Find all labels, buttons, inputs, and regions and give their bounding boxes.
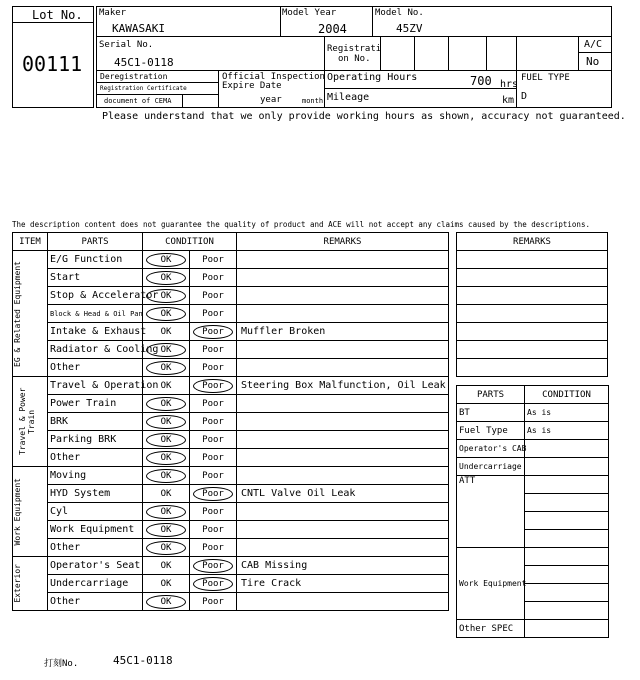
parts-table-part: Fuel Type: [457, 422, 525, 440]
poor-label: Poor: [202, 273, 224, 283]
item-group-cell: [13, 557, 48, 611]
part-name: Power Train: [48, 395, 143, 413]
poor-cell[interactable]: [190, 395, 237, 413]
ok-cell[interactable]: [143, 287, 190, 305]
ok-selected-mark: OK: [146, 271, 186, 285]
parts-table-condition-blank: [525, 566, 609, 584]
ok-selected-mark: OK: [146, 415, 186, 429]
condition-row: [13, 521, 449, 539]
cema-label: document of CEMA: [104, 97, 172, 105]
poor-selected-mark: Poor: [193, 325, 233, 339]
parts-table-condition: [525, 620, 609, 638]
part-name: Cyl: [48, 503, 143, 521]
ok-selected-mark: OK: [146, 433, 186, 447]
poor-cell[interactable]: [190, 287, 237, 305]
condition-row: [13, 395, 449, 413]
month-label: month: [302, 97, 324, 105]
ok-label: OK: [160, 489, 172, 499]
part-name: Operator's Seat: [48, 557, 143, 575]
parts-table-part: Work Equipment: [457, 548, 525, 620]
condition-row: [13, 269, 449, 287]
inspection-label-2: Expire Date: [222, 81, 282, 91]
poor-cell[interactable]: [190, 539, 237, 557]
poor-cell[interactable]: [190, 449, 237, 467]
poor-label: Poor: [202, 453, 224, 463]
remarks-header: REMARKS: [237, 233, 449, 251]
poor-label: Poor: [202, 345, 224, 355]
item-group-label: Exterior: [13, 564, 22, 603]
condition-row: [13, 341, 449, 359]
parts-table-condition-header: CONDITION: [525, 386, 609, 404]
parts-table-condition: As is: [525, 404, 609, 422]
fuel-type-label: FUEL TYPE: [521, 73, 570, 83]
ok-cell[interactable]: [143, 503, 190, 521]
ok-selected-mark: OK: [146, 505, 186, 519]
part-name: Intake & Exhaust: [48, 323, 143, 341]
condition-row: [13, 467, 449, 485]
right-remarks-row: [457, 323, 608, 341]
registration-certificate-label: Registration Certificate: [100, 85, 187, 92]
parts-table-part: Other SPEC: [457, 620, 525, 638]
poor-selected-mark: Poor: [193, 379, 233, 393]
remark-cell: [237, 593, 449, 611]
lot-no-label: Lot No.: [32, 8, 83, 22]
ok-label: OK: [160, 561, 172, 571]
part-name: Start: [48, 269, 143, 287]
condition-row: [13, 593, 449, 611]
remark-cell: [237, 305, 449, 323]
ok-cell[interactable]: [143, 323, 190, 341]
remark-cell: [237, 341, 449, 359]
poor-cell[interactable]: [190, 431, 237, 449]
remark-cell: [237, 269, 449, 287]
poor-cell[interactable]: [190, 503, 237, 521]
part-name: Work Equipment: [48, 521, 143, 539]
ok-cell[interactable]: [143, 575, 190, 593]
part-name: E/G Function: [48, 251, 143, 269]
parts-table-part: Operator's CAB: [457, 440, 525, 458]
ok-cell[interactable]: [143, 539, 190, 557]
ok-label: OK: [160, 327, 172, 337]
poor-label: Poor: [202, 309, 224, 319]
remark-cell: Steering Box Malfunction, Oil Leak: [237, 377, 449, 395]
remark-cell: CAB Missing: [237, 557, 449, 575]
condition-row: [13, 251, 449, 269]
km-unit: km: [502, 95, 515, 106]
right-remarks-table: [456, 232, 608, 377]
ok-selected-mark: OK: [146, 469, 186, 483]
model-year-label: Model Year: [282, 8, 337, 18]
ok-cell[interactable]: [143, 359, 190, 377]
poor-cell[interactable]: [190, 323, 237, 341]
condition-row: [13, 503, 449, 521]
remark-cell: [237, 503, 449, 521]
poor-cell[interactable]: [190, 521, 237, 539]
part-name: Stop & Accelerator: [48, 287, 143, 305]
serial-no-label: Serial No.: [99, 40, 154, 50]
poor-label: Poor: [202, 255, 224, 265]
part-name: Radiator & Cooling: [48, 341, 143, 359]
part-name: Other: [48, 539, 143, 557]
poor-cell[interactable]: [190, 269, 237, 287]
inspection-label-1: Official Inspection: [222, 72, 325, 82]
part-name: Parking BRK: [48, 431, 143, 449]
year-label: year: [260, 95, 282, 105]
maker-value: KAWASAKI: [112, 22, 165, 35]
poor-label: Poor: [202, 525, 224, 535]
right-remarks-row: [457, 269, 608, 287]
parts-table-condition: [525, 548, 609, 566]
parts-table: [456, 385, 609, 638]
part-name: Travel & Operation: [48, 377, 143, 395]
part-name: HYD System: [48, 485, 143, 503]
part-name: Other: [48, 593, 143, 611]
remark-cell: [237, 395, 449, 413]
remark-cell: [237, 431, 449, 449]
ok-selected-mark: OK: [146, 253, 186, 267]
poor-cell[interactable]: [190, 485, 237, 503]
registration-no-label-1: Registrati: [327, 44, 382, 54]
parts-table-part: BT: [457, 404, 525, 422]
parts-table-condition: [525, 440, 609, 458]
poor-cell[interactable]: [190, 377, 237, 395]
poor-label: Poor: [202, 507, 224, 517]
parts-table-condition-blank: [525, 494, 609, 512]
ok-cell[interactable]: [143, 251, 190, 269]
ok-cell[interactable]: [143, 521, 190, 539]
part-name: Undercarriage: [48, 575, 143, 593]
parts-header: PARTS: [48, 233, 143, 251]
footer-value: 45C1-0118: [113, 654, 173, 667]
model-year-value: 2004: [318, 22, 347, 36]
part-name: Moving: [48, 467, 143, 485]
condition-row: [13, 539, 449, 557]
remark-cell: CNTL Valve Oil Leak: [237, 485, 449, 503]
condition-header: CONDITION: [143, 233, 237, 251]
remark-cell: [237, 449, 449, 467]
condition-row: [13, 287, 449, 305]
condition-row: [13, 485, 449, 503]
footer-label: 打刻No.: [44, 659, 79, 669]
poor-cell[interactable]: [190, 305, 237, 323]
serial-no-value: 45C1-0118: [114, 56, 174, 69]
condition-row: [13, 575, 449, 593]
mileage-label: Mileage: [327, 92, 370, 103]
lot-divider: [12, 22, 94, 23]
ok-cell[interactable]: [143, 269, 190, 287]
parts-table-condition-blank: [525, 584, 609, 602]
remark-cell: [237, 359, 449, 377]
poor-label: Poor: [202, 543, 224, 553]
ac-label: A/C: [584, 39, 603, 50]
parts-table-condition-blank: [525, 512, 609, 530]
condition-row: [13, 323, 449, 341]
item-group-label: Travel & Power Train: [18, 387, 36, 456]
poor-label: Poor: [202, 471, 224, 481]
poor-cell[interactable]: [190, 593, 237, 611]
poor-cell[interactable]: [190, 575, 237, 593]
poor-selected-mark: Poor: [193, 487, 233, 501]
operating-hours-label: Operating Hours: [327, 72, 418, 83]
remark-cell: [237, 287, 449, 305]
item-group-cell: [13, 251, 48, 377]
parts-table-part: ATT: [457, 476, 525, 548]
ok-cell[interactable]: [143, 485, 190, 503]
poor-label: Poor: [202, 291, 224, 301]
remark-cell: [237, 539, 449, 557]
ok-selected-mark: OK: [146, 397, 186, 411]
poor-cell[interactable]: [190, 467, 237, 485]
ok-selected-mark: OK: [146, 541, 186, 555]
poor-selected-mark: Poor: [193, 559, 233, 573]
part-name: Other: [48, 449, 143, 467]
remark-cell: [237, 521, 449, 539]
parts-table-condition: [525, 476, 609, 494]
ok-selected-mark: OK: [146, 451, 186, 465]
notice-hours: Please understand that we only provide working hours as shown, accuracy not guaranteed.: [102, 111, 626, 122]
model-no-value: 45ZV: [396, 22, 423, 35]
condition-header-row: [13, 233, 449, 251]
maker-label: Maker: [99, 8, 127, 18]
right-remarks-header: REMARKS: [457, 233, 608, 251]
parts-table-parts-header: PARTS: [457, 386, 525, 404]
ok-cell[interactable]: [143, 305, 190, 323]
item-group-label: Work Equipment: [13, 477, 22, 546]
right-remarks-row: [457, 251, 608, 269]
right-remarks-row: [457, 341, 608, 359]
poor-cell[interactable]: [190, 557, 237, 575]
operating-hours-value: 700: [470, 74, 492, 88]
remark-cell: [237, 413, 449, 431]
parts-table-condition: [525, 458, 609, 476]
item-group-label: EG & Related Equipment: [13, 260, 22, 367]
poor-cell[interactable]: [190, 359, 237, 377]
condition-table: [12, 232, 449, 611]
ok-cell[interactable]: [143, 341, 190, 359]
ok-cell[interactable]: [143, 593, 190, 611]
parts-table-condition: As is: [525, 422, 609, 440]
item-group-cell: [13, 377, 48, 467]
condition-row: [13, 305, 449, 323]
ok-cell[interactable]: [143, 431, 190, 449]
ok-cell[interactable]: [143, 467, 190, 485]
right-remarks-row: [457, 359, 608, 377]
ok-cell[interactable]: [143, 395, 190, 413]
deregistration-label: Deregistration: [100, 72, 168, 81]
remark-cell: Muffler Broken: [237, 323, 449, 341]
condition-row: [13, 413, 449, 431]
remark-cell: Tire Crack: [237, 575, 449, 593]
registration-no-label-2: on No.: [338, 54, 371, 64]
poor-cell[interactable]: [190, 341, 237, 359]
ok-selected-mark: OK: [146, 307, 186, 321]
remark-cell: [237, 251, 449, 269]
ok-selected-mark: OK: [146, 523, 186, 537]
ok-cell[interactable]: [143, 413, 190, 431]
parts-table-condition-blank: [525, 602, 609, 620]
ok-selected-mark: OK: [146, 595, 186, 609]
part-name: BRK: [48, 413, 143, 431]
poor-label: Poor: [202, 597, 224, 607]
item-group-cell: [13, 467, 48, 557]
condition-row: [13, 449, 449, 467]
model-no-label: Model No.: [375, 8, 424, 18]
condition-row: [13, 377, 449, 395]
poor-label: Poor: [202, 399, 224, 409]
hrs-unit: hrs: [500, 79, 519, 90]
notice-description: The description content does not guarantee the quality of product and ACE will not accept any claims caused by the descriptions.: [12, 220, 590, 229]
ok-selected-mark: OK: [146, 343, 186, 357]
poor-label: Poor: [202, 417, 224, 427]
item-header: ITEM: [13, 233, 48, 251]
poor-cell[interactable]: [190, 413, 237, 431]
poor-label: Poor: [202, 363, 224, 373]
ac-value: No: [586, 55, 600, 68]
poor-selected-mark: Poor: [193, 577, 233, 591]
remark-cell: [237, 467, 449, 485]
condition-row: [13, 431, 449, 449]
ok-cell[interactable]: [143, 449, 190, 467]
ok-label: OK: [160, 579, 172, 589]
parts-table-condition-blank: [525, 530, 609, 548]
ok-label: OK: [160, 381, 172, 391]
lot-no-value: 00111: [22, 52, 83, 76]
condition-row: [13, 359, 449, 377]
parts-table-part: Undercarriage: [457, 458, 525, 476]
ok-selected-mark: OK: [146, 361, 186, 375]
part-name: Block & Head & Oil Pan: [48, 305, 143, 323]
ok-selected-mark: OK: [146, 289, 186, 303]
poor-cell[interactable]: [190, 251, 237, 269]
condition-row: [13, 557, 449, 575]
fuel-type-value: D: [521, 91, 528, 102]
right-remarks-row: [457, 287, 608, 305]
right-remarks-row: [457, 305, 608, 323]
poor-label: Poor: [202, 435, 224, 445]
ok-cell[interactable]: [143, 557, 190, 575]
part-name: Other: [48, 359, 143, 377]
